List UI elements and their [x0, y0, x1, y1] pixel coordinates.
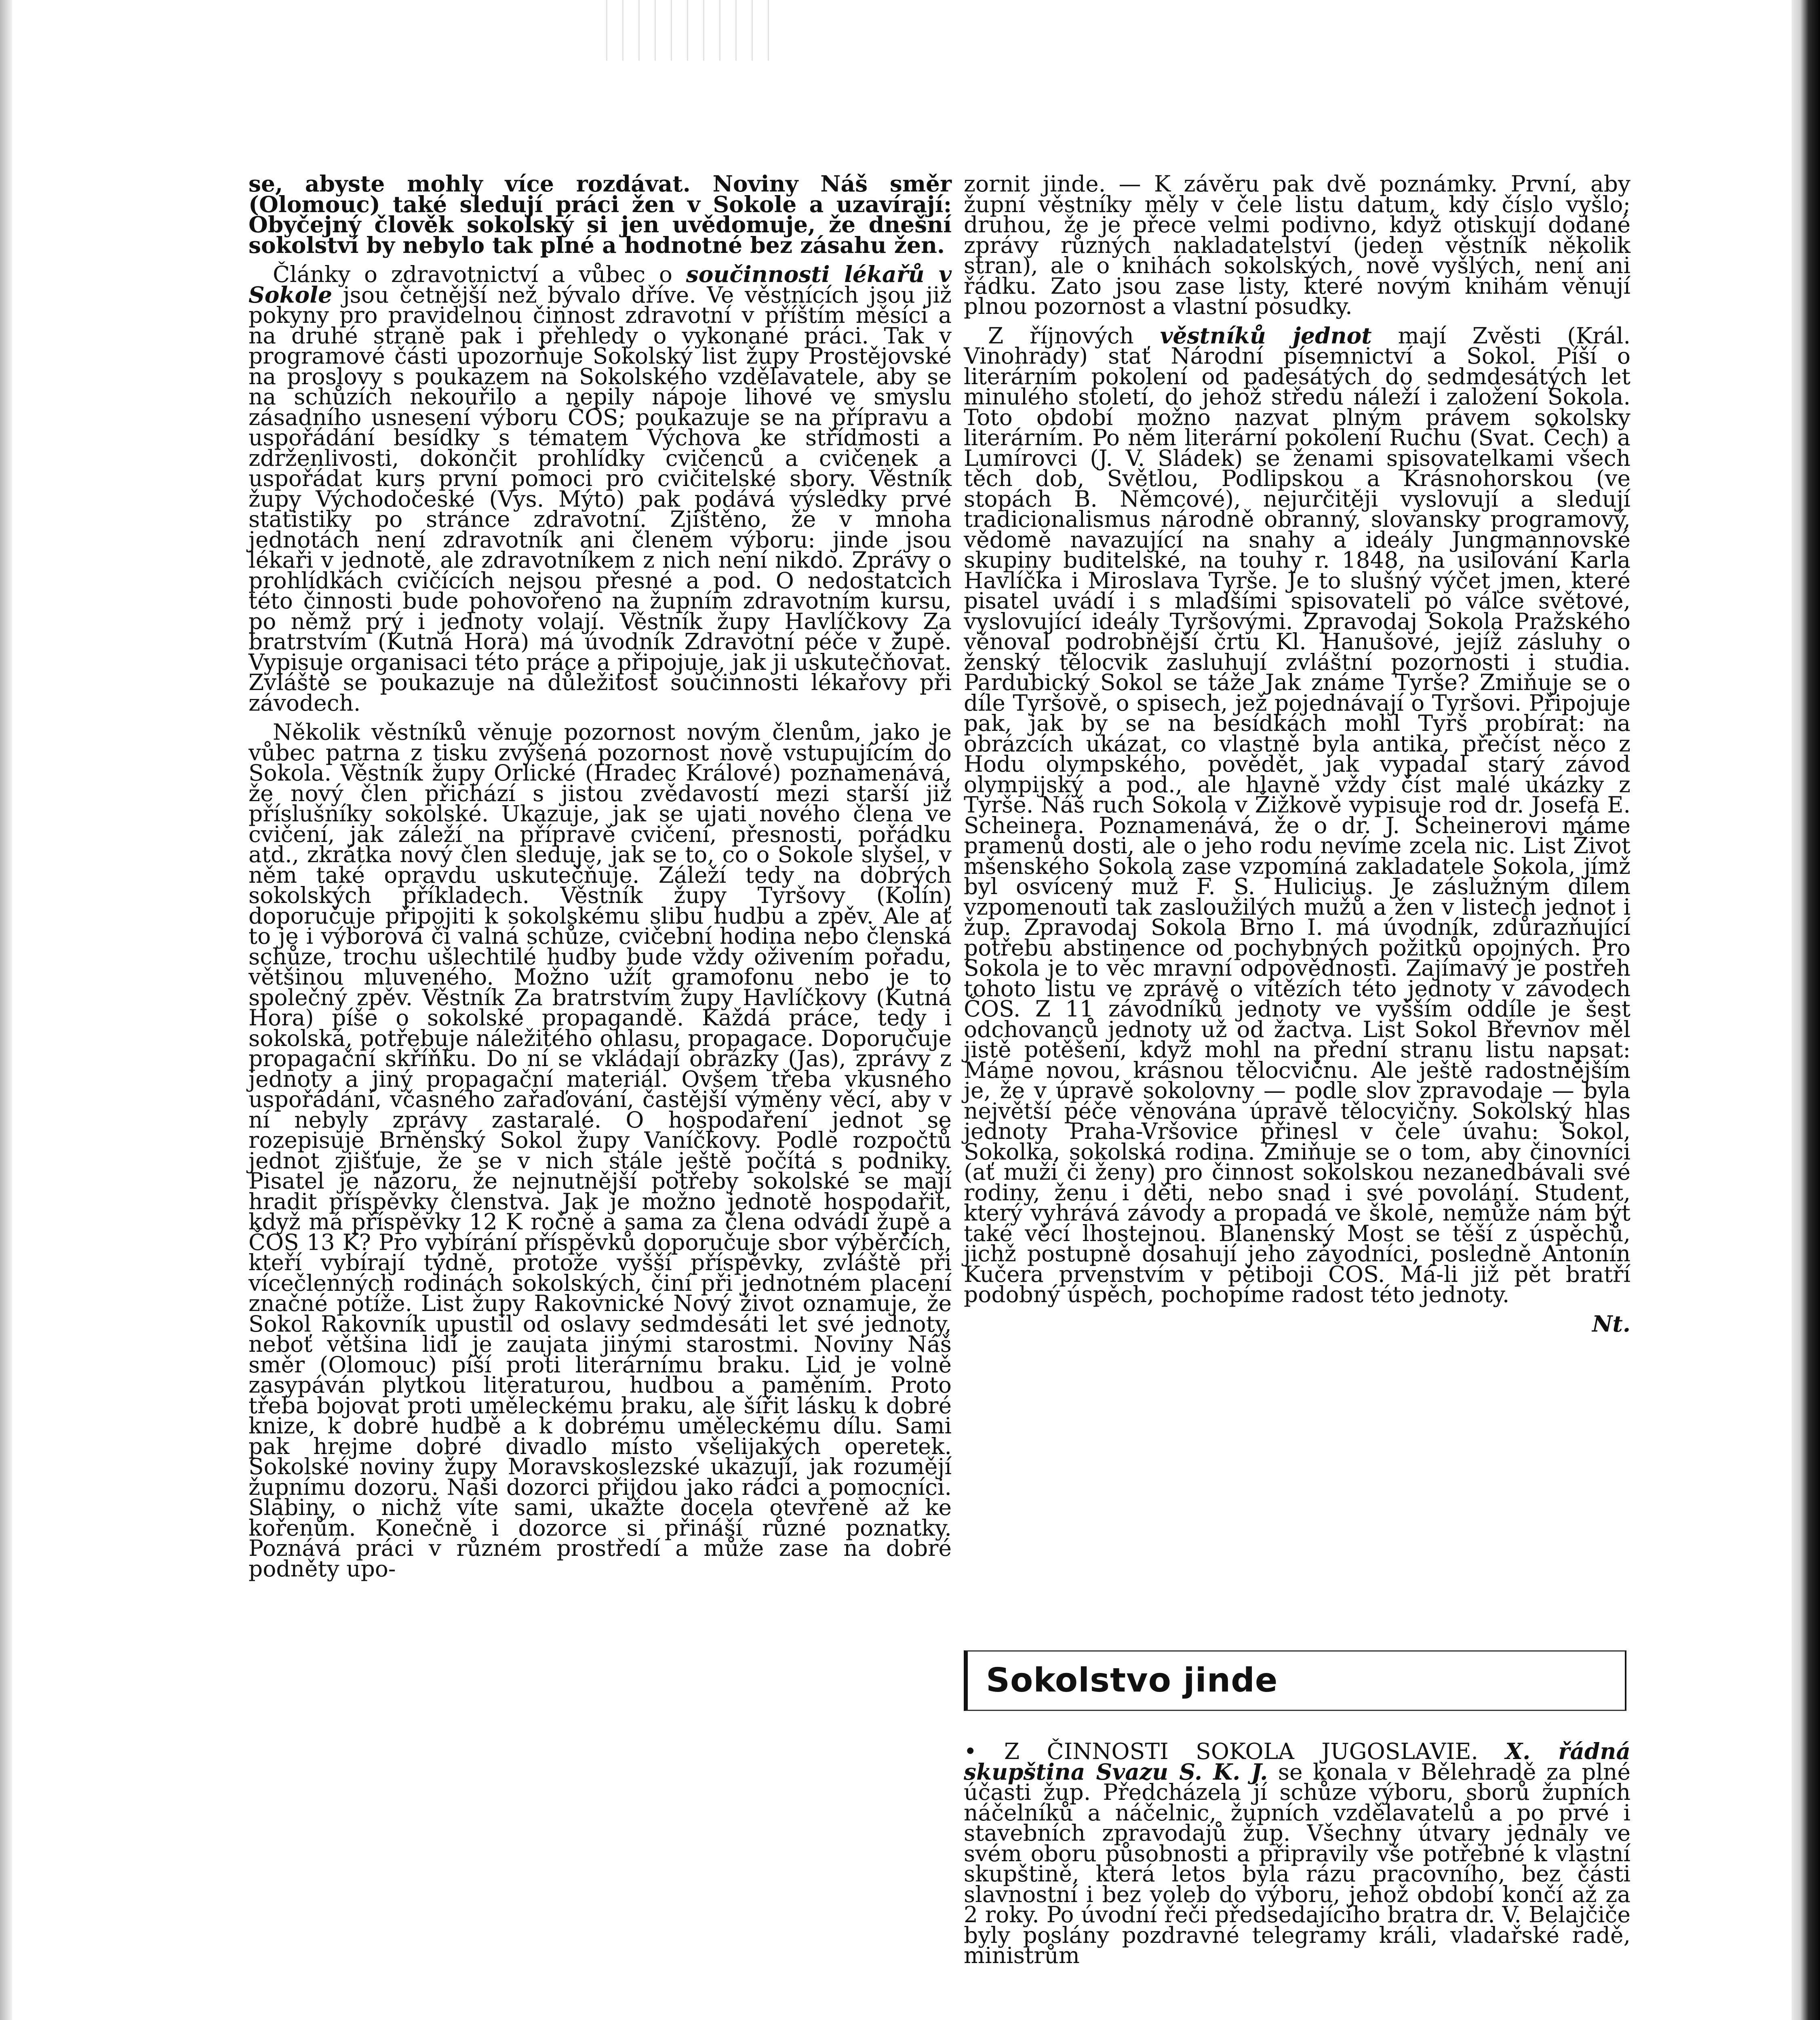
scan-edge-left — [0, 0, 12, 2020]
left-paragraph-1: se, abyste mohly více rozdávat. Noviny Náš směr (Olomouc) také sledují práci žen v Sokole a uzavírají: Obyčejný člověk sokolský si jen uvědomuje, že dnešní sokolství by nebylo tak plné a hodnotné bez zásahu žen. — [249, 170, 952, 258]
section-paragraph-1 — [964, 1738, 1630, 1968]
section-paragraph-1-lead: • Z ČINNOSTI SOKOLA JUGOSLAVIE. — [964, 1738, 1506, 1764]
left-paragraph-2-lead: Články o zdravotnictví a vůbec o — [273, 261, 686, 287]
right-paragraph-2-rest: mají Zvěsti (Král. Vinohrady) stať Národní písemnictví a Sokol. Píší o literárním pokolení od padesátých do sedmdesátých let minulého století, do jehož středu náleží i založení Sokola. Toto období možno nazvat plným právem sokolsky literárním. Po něm literární pokolení Ruchu (Svat. Čech) a Lumírovci (J. V. Sládek) se ženami spisovatelkami všech těch dob, Světlou, Podlipskou a Krásnohorskou (ve stopách B. Němcové), nejurčitěji vyslovují a sledují tradicionalismus národně obranný, slovansky programový, vědomě navazující na snahy a ideály Jungmannovské skupiny buditelské, na touhy r. 1848, na usilování Karla Havlíčka i Miroslava Tyrše. Je to slušný výčet jmen, které pisatel uvádí i s mladšími spisovateli po válce světové, vyslovující ideály Tyršovými. Zpravodaj Sokola Pražského věnoval podrobnější črtu Kl. Hanušové, jejíž zásluhy o ženský tělocvik zasluhují zvláštní pozornosti i studia. Pardubický Sokol se táže Jak známe Tyrše? Zmiňuje se o díle Tyršově, o spisech, jež pojednávají o Tyršovi. Připojuje pak, jak by se na besídkách mohl Tyrš probírat: na obrázcích ukázat, co vlastně byla antika, přečíst něco z Hodu olympského, povědět, jak vypadal starý závod olympijský a pod., ale hlavně vždy číst malé ukázky z Tyrše. Náš ruch Sokola v Žižkově vypisuje rod dr. Josefa E. Scheinera. Poznamenává, že o dr. J. Scheinerovi máme pramenů dosti, ale o jeho rodu nevíme zcela nic. List Život mšenského Sokola zase vzpomíná zakladatele Sokola, jímž byl osvícený muž F. S. Hulicius. Je záslužným dílem vzpomenouti tak zasloužilých mužů a žen v listech jednot i žup. Zpravodaj Sokola Brno I. má úvodník, zdůrazňující potřebu abstinence od pochybných požitků opojných. Pro Sokola je to věc mravní odpovědnosti. Zajímavý je postřeh tohoto listu ve zprávě o vítězích této jednoty v závodech ČOS. Z 11 závodníků jednoty ve vyšším oddíle je šest odchovanců jednoty už od žactva. List Sokol Břevnov měl jistě potěšení, když mohl na přední stranu listu napsat: Máme novou, krásnou tělocvičnu. Ale ještě radostnějším je, že v úpravě sokolovny — podle slov zpravodaje — byla největší péče věnována úpravě tělocvičny. Sokolský hlas jednoty Praha-Vršovice přinesl v čele úvahu: Sokol, Sokolka, sokolská rodina. Zmiňuje se o tom, aby činovníci (ať muži či ženy) pro činnost sokolskou nezanedbávali své rodiny, ženu i děti, nebo snad i své povolání. Student, který vyhrává závody a propadá ve škole, nemůže nám být také věcí lhostejnou. Blanenský Most se těší z úspěchů, jichž postupně dosahují jeho závodníci, posledně Antonín Kučera prvenstvím v pětiboji ČOS. Má-li již pět bratří podobný úspěch, pochopíme radost této jednoty. — [964, 322, 1630, 1307]
right-paragraph-2-lead: Z říjnových — [988, 322, 1160, 349]
section-header-box — [964, 1650, 1626, 1711]
scan-artifact — [606, 0, 776, 61]
section-title: Sokolstvo jinde — [986, 1661, 1278, 1700]
right-paragraph-2 — [964, 322, 1630, 1307]
section-body — [964, 1738, 1630, 1968]
section-paragraph-1-emphasis: X. řádná skupština Svazu S. K. J. — [964, 1738, 1630, 1785]
left-paragraph-2 — [249, 261, 952, 716]
left-column — [249, 170, 952, 1582]
right-paragraph-1: zornit jinde. — K závěru pak dvě poznámky. První, aby župní věstníky měly v čele listu datum, kdy číslo vyšlo; druhou, že je přece velmi podivno, když otiskují dodané zprávy různých nakladatelství (jeden věstník několik stran), ale o knihách sokolských, nově vyšlých, není ani řádku. Zato jsou zase listy, které novým knihám věnují plnou pozornost a vlastní posudky. — [964, 171, 1630, 319]
left-paragraph-3: Několik věstníků věnuje pozornost novým členům, jako je vůbec patrna z tisku zvýšená pozornost nově vstupujícím do Sokola. Věstník župy Orlické (Hradec Králové) poznamenává, že nový člen přichází s jistou zvědavostí mezi starší již příslušníky sokolské. Ukazuje, jak se ujati nového člena ve cvičení, jak záleží na přípravě cvičení, přesnosti, pořádku atd., zkrátka nový člen sleduje, jak se to, co o Sokole slyšel, v něm také opravdu uskutečňuje. Záleží tedy na dobrých sokolských příkladech. Věstník župy Tyršovy (Kolín) doporučuje připojiti k sokolskému slibu hudbu a zpěv. Ale ať to je i výborová či valná schůze, cvičební hodina nebo členská schůze, trochu ušlechtilé hudby bude vždy oživením pořadu, většinou mluveného. Možno užít gramofonu nebo je to společný zpěv. Věstník Za bratrstvím župy Havlíčkovy (Kutná Hora) píše o sokolské propagandě. Každá práce, tedy i sokolská, potřebuje náležitého ohlasu, propagace. Doporučuje propagační skříňku. Do ní se vkládají obrázky (Jas), zprávy z jednoty a jiný propagační materiál. Ovšem třeba vkusného uspořádání, včasného zařaďování, častější výměny věcí, aby v ní nebyly zprávy zastaralé. O hospodaření jednot se rozepisuje Brněnský Sokol župy Vaníčkovy. Podle rozpočtů jednot zjišťuje, že se v nich stále ještě počítá s podniky. Pisatel je názoru, že nejnutnější potřeby sokolské se mají hradit příspěvky členstva. Jak je možno jednotě hospodařit, když má příspěvky 12 K ročně a sama za člena odvádí župě a ČOS 13 K? Pro vybírání příspěvků doporučuje sbor výběrčích, kteří vybírají týdně, protože vyšší příspěvky, zvláště při vícečlenných rodinách sokolských, činí při jednotném placení značné potíže. List župy Rakovnické Nový život oznamuje, že Sokol Rakovník upustil od oslavy sedmdesáti let své jednoty, neboť většina lidí je zaujata jinými starostmi. Noviny Náš směr (Olomouc) píší proti literárnímu braku. Lid je volně zasypáván plytkou literaturou, hudbou a paměním. Proto třeba bojovat proti uměleckému braku, ale šířit lásku k dobré knize, k dobré hudbě a k dobrému uměleckému dílu. Sami pak hrejme dobré divadlo místo všelijakých operetek. Sokolské noviny župy Moravskoslezské ukazují, jak rozumějí župnímu dozoru. Naši dozorci přijdou jako rádci a pomocníci. Slabiny, o nichž víte sami, ukažte docela otevřeně až ke kořenům. Konečně i dozorce si přináší různé poznatky. Poznává práci v různém prostředí a může zase na dobré podněty upo- — [249, 719, 952, 1582]
left-paragraph-2-rest: jsou četnější než bývalo dříve. Ve věstnících jsou již pokyny pro pravidelnou činnost zdravotní v příštím měsíci a na druhé straně pak i přehledy o vykonané práci. Tak v programové části upozorňuje Sokolský list župy Prostějovské na proslovy s poukazem na Sokolského vzdělavatele, aby se na schůzích nekouřilo a nepily nápoje lihové ve smyslu zásadního usnesení výboru ČOS; poukazuje se na přípravu a uspořádání besídky s tématem Výchova ke střídmosti a zdrženlivosti, dokončit prohlídky cvičenců a cvičenek a uspořádat kurs první pomoci pro cvičitelské sbory. Věstník župy Východočeské (Vys. Mýto) pak podává výsledky prvé statistiky po stránce zdravotní. Zjištěno, že v mnoha jednotách není zdravotník ani členem výboru: jinde jsou lékaři v jednotě, ale zdravotníkem z nich není nikdo. Zprávy o prohlídkách cvičících nejsou přesné a pod. O nedostatcích této činnosti bude pohovořeno na župním zdravotním kursu, po němž prý i jednoty volají. Věstník župy Havlíčkovy Za bratrstvím (Kutná Hora) má úvodník Zdravotní péče v župě. Vypisuje organisaci této práce a připojuje, jak ji uskutečňovat. Zvláště se poukazuje na důležitost součinnosti lékařovy při závodech. — [249, 282, 952, 716]
section-paragraph-1-rest: se konala v Bělehradě za plné účasti žup. Předcházela jí schůze výboru, sborů župních náčelníků a náčelnic, župních vzdělavatelů a po prvé i stavebních zpravodajů žup. Všechny útvary jednaly ve svém oboru působnosti a připravily vše potřebné k vlastní skupštině, která letos byla rázu pracovního, bez části slavnostní i bez voleb do výboru, jehož období končí až za 2 roky. Po úvodní řeči předsedajícího bratra dr. V. Belajčiče byly poslány pozdravné telegramy králi, vladařské radě, ministrům — [964, 1759, 1630, 1968]
author-signature: Nt. — [1592, 1310, 1630, 1337]
left-paragraph-2-emphasis: součinnosti lékařů v Sokole — [249, 261, 952, 308]
scan-edge-right — [1792, 0, 1820, 2020]
right-paragraph-2-emphasis: věstníků jednot — [1160, 322, 1372, 349]
right-column — [964, 171, 1630, 1337]
